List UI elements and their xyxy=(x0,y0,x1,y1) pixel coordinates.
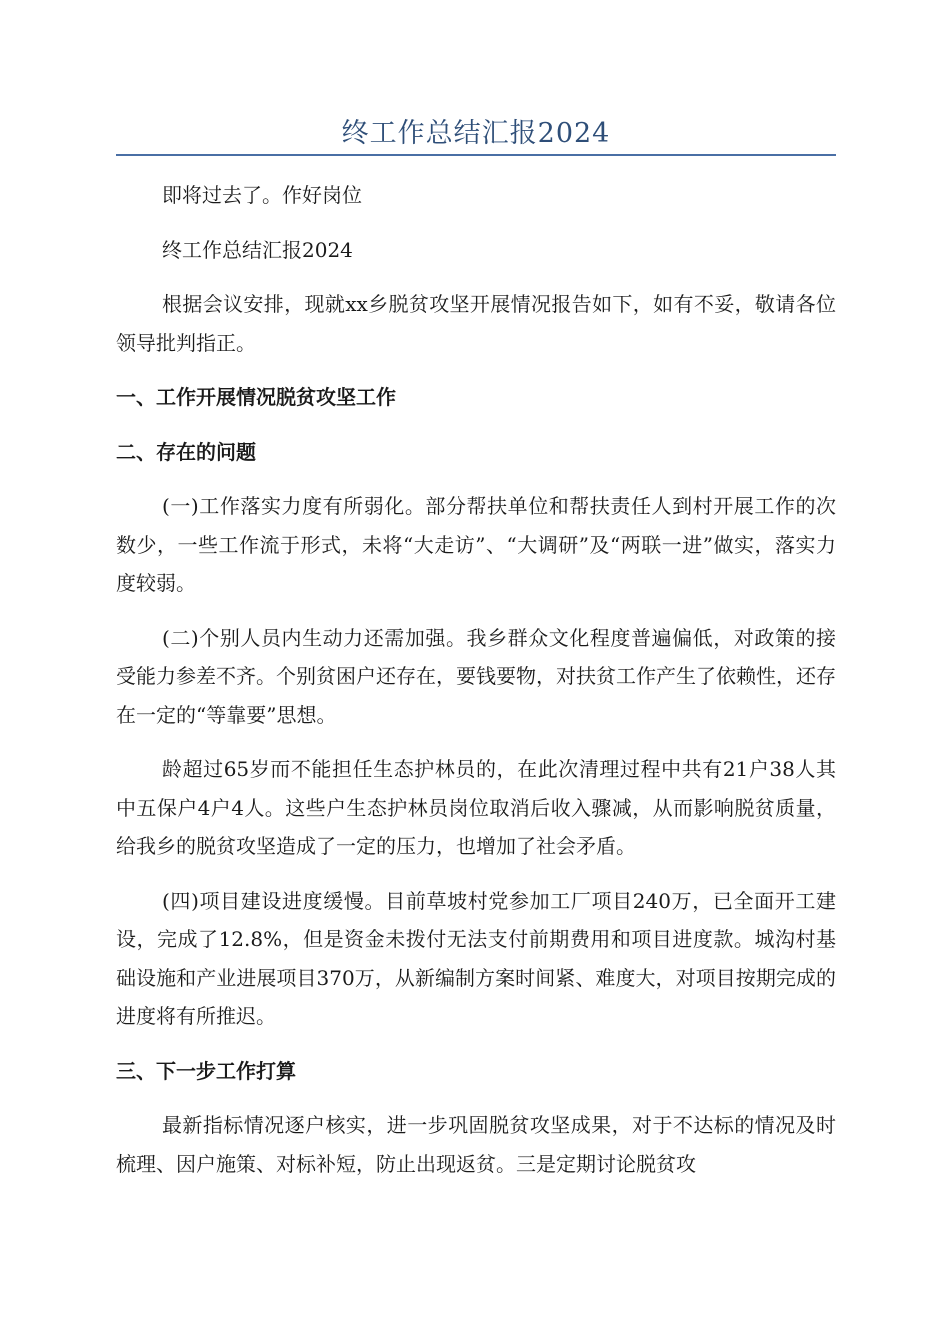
paragraph-intro-1: 即将过去了。作好岗位 xyxy=(162,183,362,207)
paragraph-intro-3: 根据会议安排，现就xx乡脱贫攻坚开展情况报告如下，如有不妥，敬请各位领导批判指正。 xyxy=(116,292,836,355)
document-body xyxy=(116,176,836,1199)
section-heading-2: 二、存在的问题 xyxy=(116,439,256,464)
section-heading-1: 一、工作开展情况脱贫攻坚工作 xyxy=(116,385,396,409)
document-title: 终工作总结汇报2024 xyxy=(341,118,611,149)
paragraph-issue-2: (二)个别人员内生动力还需加强。我乡群众文化程度普遍偏低，对政策的接受能力参差不齐。个别贫困户还存在，要钱要物，对扶贫工作产生了依赖性，还存在一定的“等靠要”思想。 xyxy=(116,625,836,727)
paragraph-issue-1: (一)工作落实力度有所弱化。部分帮扶单位和帮扶责任人到村开展工作的次数少，一些工作流于形式，未将“大走访”、“大调研”及“两联一进”做实，落实力度较弱。 xyxy=(116,494,836,595)
paragraph-issue-4: (四)项目建设进度缓慢。目前草坡村党参加工厂项目240万，已全面开工建设，完成了12.8%，但是资金未拨付无法支付前期费用和项目进度款。城沟村基础设施和产业进展项目370万，从新编制方案时间紧、难度大，对项目按期完成的进度将有所推迟。 xyxy=(116,888,836,1028)
paragraph-issue-3: 龄超过65岁而不能担任生态护林员的，在此次清理过程中共有21户38人其中五保户4户4人。这些户生态护林员岗位取消后收入骤减，从而影响脱贫质量，给我乡的脱贫攻坚造成了一定的压力，也增加了社会矛盾。 xyxy=(116,757,836,858)
paragraph-intro-2: 终工作总结汇报2024 xyxy=(162,237,353,262)
section-heading-3: 三、下一步工作打算 xyxy=(116,1058,296,1083)
title-underline xyxy=(116,154,836,156)
paragraph-next-steps: 最新指标情况逐户核实，进一步巩固脱贫攻坚成果，对于不达标的情况及时梳理、因户施策、对标补短，防止出现返贫。三是定期讨论脱贫攻 xyxy=(116,1113,836,1176)
